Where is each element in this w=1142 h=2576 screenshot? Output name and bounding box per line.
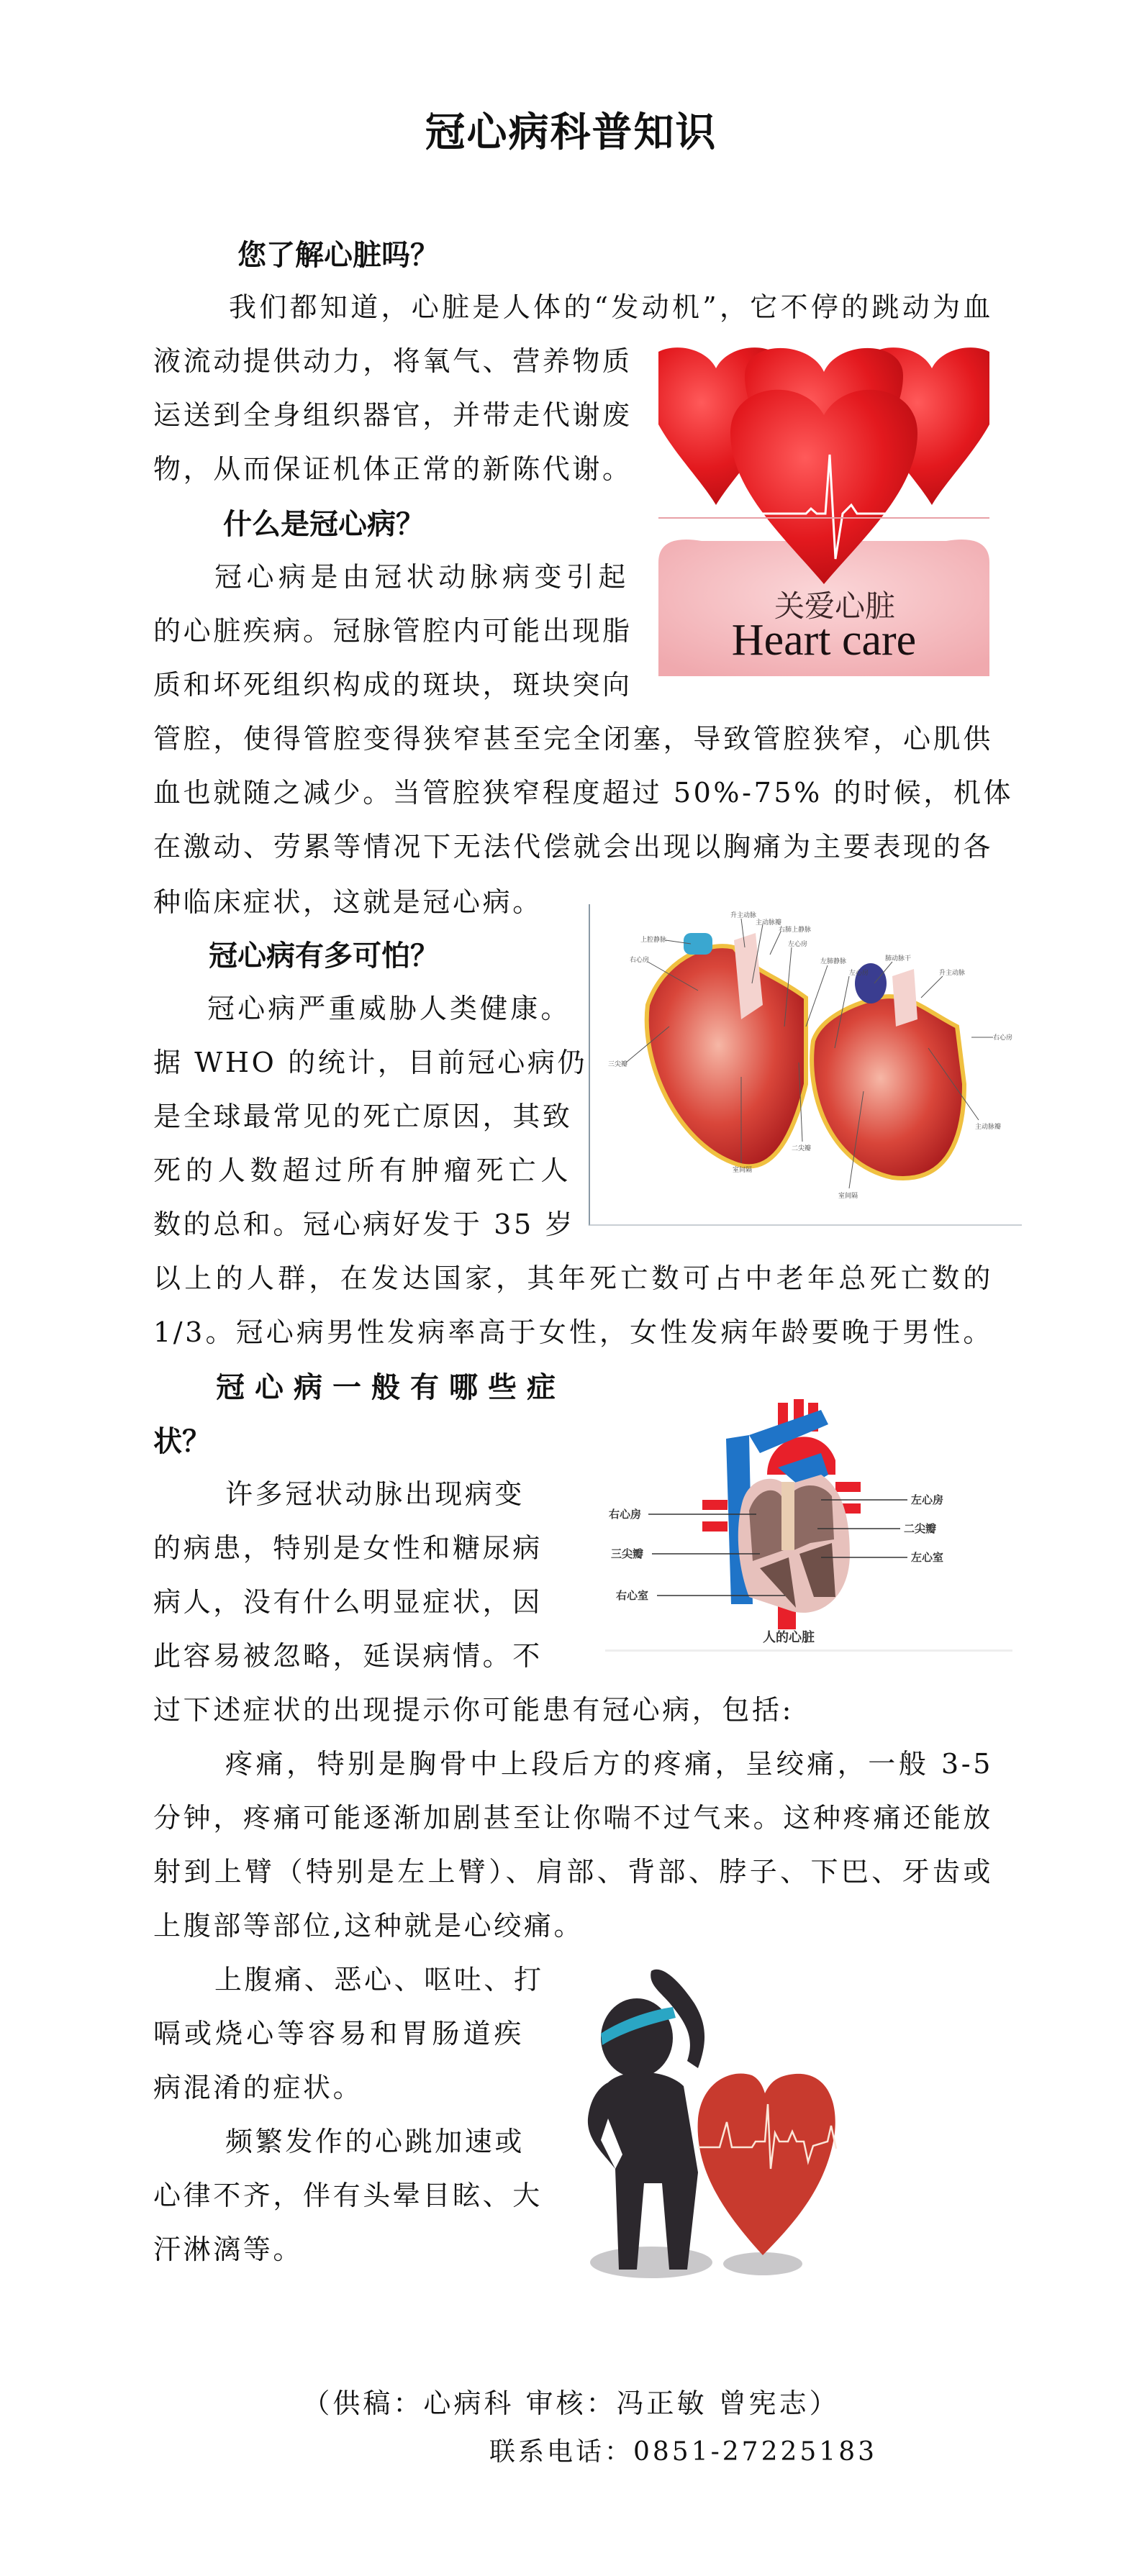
paragraph-line: 我们都知道，心脏是人体的“发动机”，它不停的跳动为血	[229, 291, 993, 323]
human-heart-diagram	[605, 1367, 1012, 1652]
paragraph-line: 许多冠状动脉出现病变	[225, 1478, 525, 1510]
anatomy-label: 主动脉瓣	[975, 1124, 1002, 1131]
paragraph-line: 的病患，特别是女性和糖尿病	[153, 1532, 543, 1564]
paragraph-line: 病混淆的症状。	[153, 2072, 363, 2103]
heading-what-is-chd: 什么是冠心病？	[223, 508, 425, 541]
anatomy-label: 肺动脉干	[885, 955, 912, 962]
paragraph-line: 1/3。冠心病男性发病率高于女性，女性发病年龄要晚于男性。	[153, 1316, 993, 1348]
paragraph-line: 此容易被忽略，延误病情。不	[153, 1640, 543, 1672]
anatomy-label: 二尖瓣	[792, 1145, 812, 1152]
paragraph-line: 心律不齐，伴有头晕目眩、大	[153, 2180, 543, 2211]
heart-anatomy-image	[589, 904, 1022, 1226]
heart-care-cn-text: 关爱心脏	[774, 588, 896, 624]
paragraph-line: 疼痛，特别是胸骨中上段后方的疼痛，呈绞痛，一般 3-5	[225, 1748, 993, 1780]
label-right-atrium: 右心房	[609, 1508, 642, 1521]
paragraph-line: 据 WHO 的统计，目前冠心病仍	[153, 1047, 588, 1078]
contact-phone: 联系电话：0851-27225183	[489, 2437, 878, 2467]
anatomy-label: 右心房	[630, 957, 650, 964]
heart-caption: 人的心脏	[763, 1630, 815, 1645]
paragraph-line: 频繁发作的心跳加速或	[225, 2126, 525, 2157]
heart-care-illustration	[658, 347, 989, 676]
anatomy-label: 左肺静脉	[820, 958, 847, 965]
label-mitral: 二尖瓣	[904, 1522, 937, 1535]
paragraph-line: 种临床症状，这就是冠心病。	[153, 886, 543, 918]
heading-know-heart: 您了解心脏吗？	[237, 239, 439, 272]
paragraph-line: 液流动提供动力，将氧气、营养物质	[153, 345, 633, 377]
heart-care-image	[658, 347, 989, 676]
paragraph-line: 血也就随之减少。当管腔狭窄程度超过 50%-75% 的时候，机体	[153, 777, 1014, 809]
paragraph-line: 的心脏疾病。冠脉管腔内可能出现脂	[153, 615, 633, 647]
paragraph-line: 在激动、劳累等情况下无法代偿就会出现以胸痛为主要表现的各	[153, 831, 993, 863]
anatomy-label: 室间隔	[733, 1167, 753, 1174]
heart-anatomy-illustration	[590, 904, 1022, 1224]
paragraph-line: 分钟，疼痛可能逐渐加剧甚至让你喘不过气来。这种疼痛还能放	[153, 1802, 993, 1834]
page-title: 冠心病科普知识	[425, 109, 717, 156]
paragraph-line: 上腹痛、恶心、呕吐、打	[214, 1964, 544, 1995]
paragraph-line: 运送到全身组织器官，并带走代谢废	[153, 399, 633, 431]
stick-figure-heart-illustration	[579, 1953, 953, 2284]
label-left-atrium: 左心房	[911, 1493, 944, 1506]
exercise-heart-image	[579, 1953, 953, 2284]
label-tricuspid: 三尖瓣	[611, 1547, 644, 1560]
credit-line: （供稿：心病科 审核：冯正敏 曾宪志）	[302, 2388, 840, 2419]
anatomy-label: 室间隔	[838, 1193, 858, 1200]
paragraph-line: 质和坏死组织构成的斑块，斑块突向	[153, 669, 633, 701]
paragraph-line: 是全球最常见的死亡原因，其致	[153, 1101, 573, 1132]
heading-how-dangerous: 冠心病有多可怕？	[209, 939, 439, 973]
anatomy-label: 升主动脉	[939, 970, 966, 977]
anatomy-label: 左心房	[788, 941, 808, 948]
paragraph-line: 物，从而保证机体正常的新陈代谢。	[153, 453, 633, 485]
paragraph-line: 死的人数超过所有肿瘤死亡人	[153, 1155, 571, 1186]
label-left-ventricle: 左心室	[911, 1551, 944, 1564]
anatomy-label: 主动脉瓣	[756, 919, 782, 927]
paragraph-line: 管腔，使得管腔变得狭窄甚至完全闭塞，导致管腔狭窄，心肌供	[153, 723, 993, 755]
anatomy-label: 升主动脉	[730, 912, 757, 919]
heading-symptoms-cont: 状？	[153, 1425, 211, 1458]
paragraph-line: 过下述症状的出现提示你可能患有冠心病，包括:	[153, 1694, 794, 1726]
paragraph-line: 嗝或烧心等容易和胃肠道疾	[153, 2018, 524, 2049]
anatomy-label: 上腔静脉	[640, 937, 667, 944]
label-right-ventricle: 右心室	[616, 1589, 649, 1602]
heart-care-en-text: Heart care	[731, 616, 917, 665]
paragraph-line: 射到上臂（特别是左上臂）、肩部、背部、脖子、下巴、牙齿或	[153, 1856, 993, 1888]
anatomy-label: 左心房	[849, 970, 869, 977]
heading-symptoms: 冠心病一般有哪些症	[216, 1371, 566, 1404]
anatomy-label: 三尖瓣	[608, 1061, 628, 1068]
paragraph-line: 冠心病严重威胁人类健康。	[207, 993, 571, 1024]
paragraph-line: 数的总和。冠心病好发于 35 岁	[153, 1209, 576, 1240]
paragraph-line: 冠心病是由冠状动脉病变引起	[214, 561, 628, 593]
paragraph-line: 上腹部等部位,这种就是心绞痛。	[153, 1910, 584, 1942]
paragraph-line: 以上的人群，在发达国家，其年死亡数可占中老年总死亡数的	[153, 1262, 993, 1294]
human-heart-illustration	[605, 1367, 1012, 1649]
paragraph-line: 病人，没有什么明显症状，因	[153, 1586, 543, 1618]
paragraph-line: 汗淋漓等。	[153, 2234, 304, 2265]
anatomy-label: 右心房	[993, 1034, 1013, 1042]
anatomy-label: 右肺上静脉	[779, 927, 812, 934]
